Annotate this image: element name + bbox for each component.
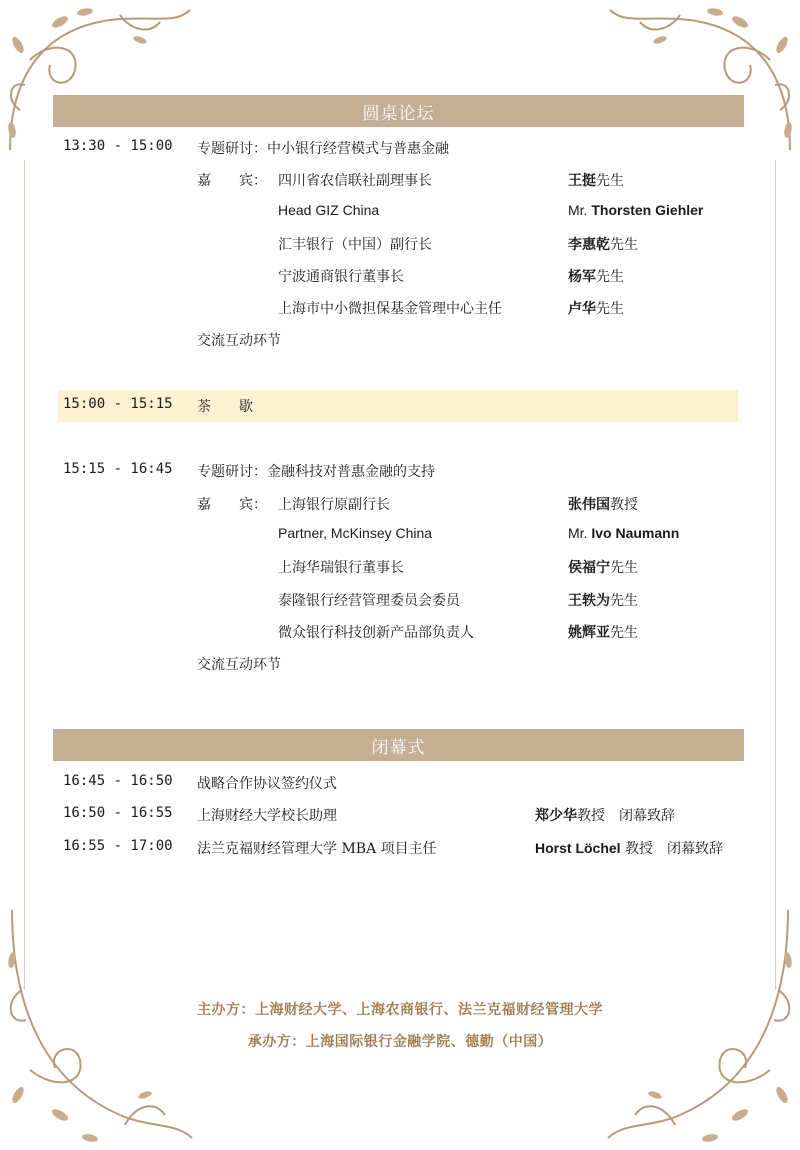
closing-row (0, 800, 800, 830)
guest-name: 李惠乾先生 (568, 237, 638, 253)
closing-topic: 战略合作协议签约仪式 (197, 776, 337, 792)
guest-label: 嘉 宾： (197, 497, 267, 513)
guest-name: 王挺先生 (568, 173, 624, 189)
guest-role: 上海华瑞银行董事长 (278, 560, 404, 576)
closing-topic: 法兰克福财经管理大学 MBA 项目主任 (197, 841, 437, 857)
guest-row (0, 617, 800, 647)
footer-hosts: 主办方：上海财经大学、上海农商银行、法兰克福财经管理大学 (197, 1002, 603, 1018)
exchange-row (0, 325, 800, 355)
corner-ornament-bottom-left (0, 900, 200, 1150)
session-topic: 专题研讨：金融科技对普惠金融的支持 (197, 464, 435, 480)
guest-role: Partner, McKinsey China (278, 525, 433, 541)
section-header-closing (53, 729, 744, 761)
guest-role: 四川省农信联社副理事长 (278, 173, 432, 189)
tea-time: 15:00 - 15:15 (63, 396, 173, 412)
guest-name: 姚辉亚先生 (568, 625, 638, 641)
guest-name: 张伟国教授 (568, 497, 638, 513)
closing-speaker: Horst Löchel 教授 闭幕致辞 (535, 840, 724, 857)
guest-row (0, 261, 800, 291)
closing-row (0, 768, 800, 798)
corner-ornament-bottom-right (600, 900, 800, 1150)
closing-time: 16:55 - 17:00 (63, 838, 173, 854)
guest-row (0, 165, 800, 195)
exchange-label: 交流互动环节 (197, 657, 281, 673)
guest-role: 上海市中小微担保基金管理中心主任 (278, 301, 502, 317)
closing-row (0, 833, 800, 863)
guest-role: 泰隆银行经营管理委员会委员 (278, 593, 460, 609)
guest-name: 杨军先生 (568, 269, 624, 285)
guest-row (0, 197, 800, 227)
guest-name: 卢华先生 (568, 301, 624, 317)
closing-time: 16:45 - 16:50 (63, 773, 173, 789)
session-time: 15:15 - 16:45 (63, 461, 173, 477)
footer-organizers: 承办方：上海国际银行金融学院、德勤（中国） (247, 1034, 553, 1050)
session-topic: 专题研讨：中小银行经营模式与普惠金融 (197, 141, 449, 157)
guest-row (0, 552, 800, 582)
section-header-roundtable (53, 95, 744, 127)
guest-name: 侯福宁先生 (568, 560, 638, 576)
guest-row (0, 585, 800, 615)
guest-label: 嘉 宾： (197, 173, 267, 189)
guest-role: 宁波通商银行董事长 (278, 269, 404, 285)
guest-name: Mr. Thorsten Giehler (568, 202, 704, 218)
schedule-row (0, 133, 800, 163)
tea-break-row (0, 391, 800, 421)
schedule-row (0, 456, 800, 486)
guest-row (0, 293, 800, 323)
guest-row (0, 489, 800, 519)
guest-role: 上海银行原副行长 (278, 497, 390, 513)
guest-role: Head GIZ China (278, 202, 380, 218)
exchange-row (0, 649, 800, 679)
closing-speaker: 郑少华教授 闭幕致辞 (535, 808, 675, 824)
guest-role: 汇丰银行（中国）副行长 (278, 237, 432, 253)
tea-label: 茶 歇 (197, 399, 253, 415)
session-time: 13:30 - 15:00 (63, 138, 173, 154)
section-title: 闭幕式 (371, 737, 426, 758)
guest-row (0, 229, 800, 259)
guest-name: 王轶为先生 (568, 593, 638, 609)
guest-name: Mr. Ivo Naumann (568, 525, 680, 541)
closing-time: 16:50 - 16:55 (63, 805, 173, 821)
guest-row (0, 520, 800, 550)
guest-role: 微众银行科技创新产品部负责人 (278, 625, 474, 641)
section-title: 圆桌论坛 (362, 103, 435, 124)
closing-topic: 上海财经大学校长助理 (197, 808, 337, 824)
exchange-label: 交流互动环节 (197, 333, 281, 349)
